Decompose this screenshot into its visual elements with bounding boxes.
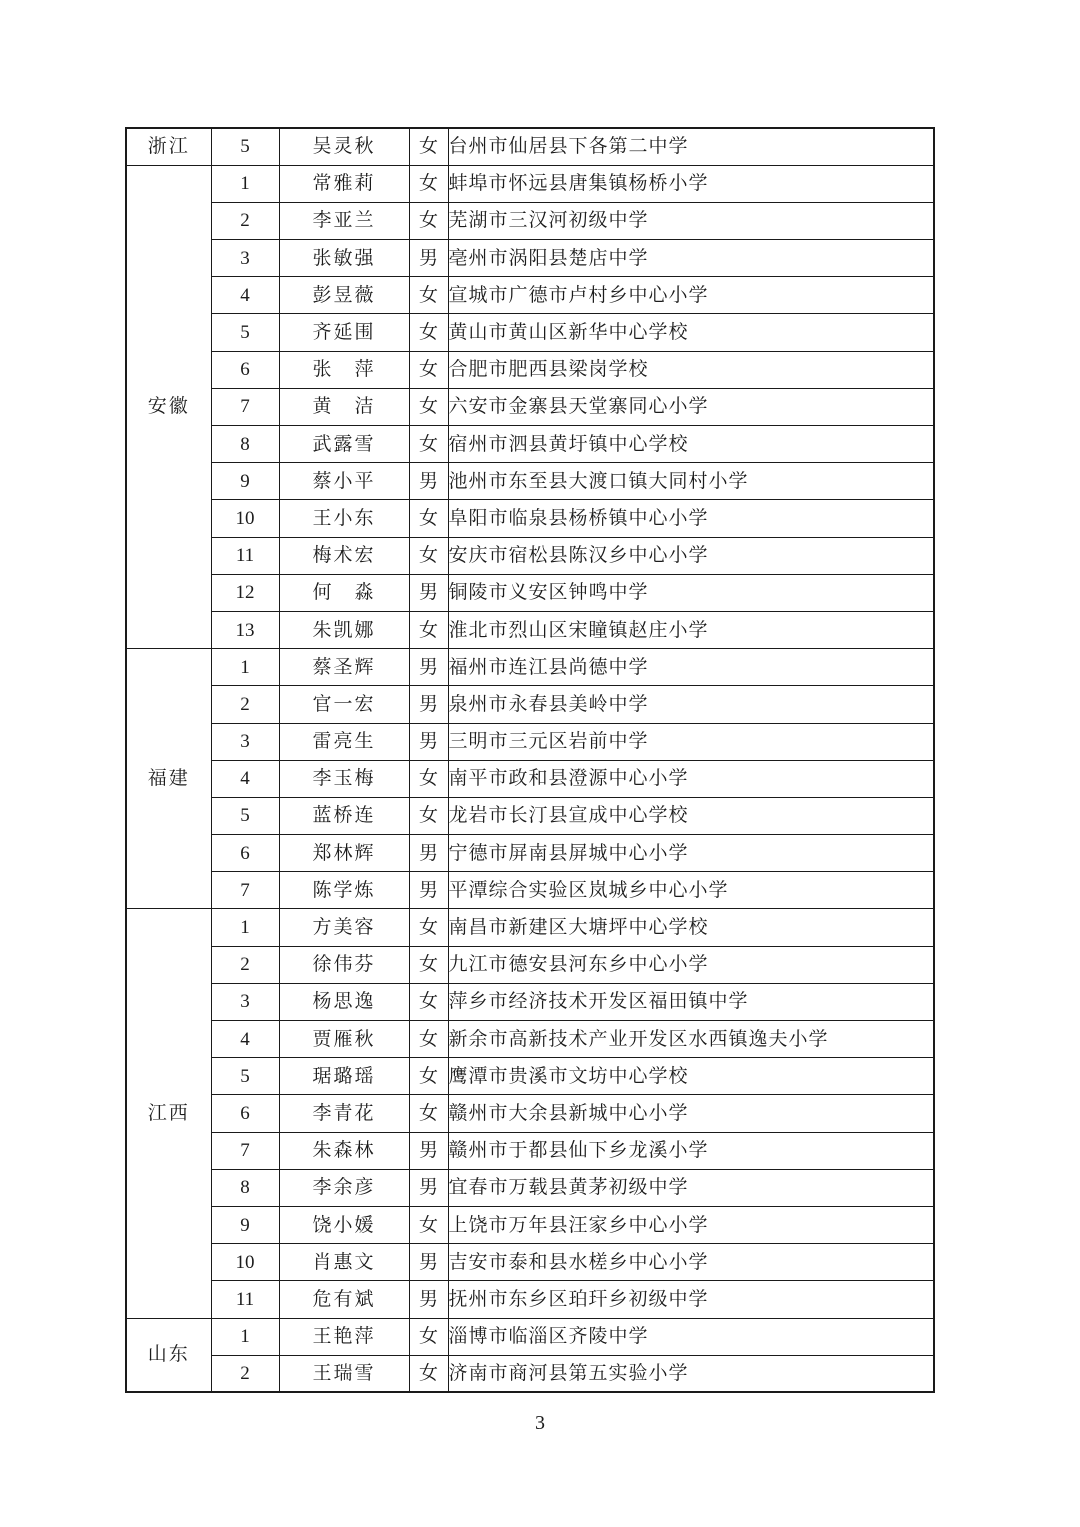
- school-cell: 赣州市大余县新城中心小学: [448, 1095, 934, 1132]
- name-cell: 王小东: [279, 500, 409, 537]
- table-row: [126, 760, 934, 797]
- name-cell: 危有斌: [279, 1281, 409, 1318]
- table-row: [126, 240, 934, 277]
- row-number-cell: 1: [211, 1318, 279, 1355]
- name-cell: 杨思逸: [279, 983, 409, 1020]
- school-cell: 吉安市泰和县水槎乡中心小学: [448, 1244, 934, 1281]
- gender-cell: 男: [409, 872, 448, 909]
- table-row: [126, 426, 934, 463]
- row-number-cell: 10: [211, 500, 279, 537]
- school-cell: 宜春市万载县黄茅初级中学: [448, 1169, 934, 1206]
- school-cell: 抚州市东乡区珀玕乡初级中学: [448, 1281, 934, 1318]
- school-cell: 赣州市于都县仙下乡龙溪小学: [448, 1132, 934, 1169]
- gender-cell: 女: [409, 1095, 448, 1132]
- name-cell: 雷亮生: [279, 723, 409, 760]
- row-number-cell: 1: [211, 909, 279, 946]
- table-row: [126, 797, 934, 834]
- row-number-cell: 2: [211, 202, 279, 239]
- gender-cell: 女: [409, 760, 448, 797]
- school-cell: 阜阳市临泉县杨桥镇中心小学: [448, 500, 934, 537]
- name-cell: 吴灵秋: [279, 128, 409, 165]
- school-cell: 萍乡市经济技术开发区福田镇中学: [448, 983, 934, 1020]
- gender-cell: 男: [409, 723, 448, 760]
- name-cell: 黄 洁: [279, 388, 409, 425]
- gender-cell: 女: [409, 797, 448, 834]
- name-cell: 李亚兰: [279, 202, 409, 239]
- row-number-cell: 8: [211, 426, 279, 463]
- school-cell: 淄博市临淄区齐陵中学: [448, 1318, 934, 1355]
- name-cell: 蔡圣辉: [279, 649, 409, 686]
- row-number-cell: 1: [211, 649, 279, 686]
- school-cell: 安庆市宿松县陈汉乡中心小学: [448, 537, 934, 574]
- table-row: [126, 463, 934, 500]
- school-cell: 宣城市广德市卢村乡中心小学: [448, 277, 934, 314]
- row-number-cell: 10: [211, 1244, 279, 1281]
- gender-cell: 男: [409, 835, 448, 872]
- school-cell: 上饶市万年县汪家乡中心小学: [448, 1206, 934, 1243]
- table-row: [126, 1169, 934, 1206]
- name-cell: 常雅莉: [279, 165, 409, 202]
- row-number-cell: 9: [211, 463, 279, 500]
- table-row: [126, 1058, 934, 1095]
- table-row: [126, 835, 934, 872]
- school-cell: 三明市三元区岩前中学: [448, 723, 934, 760]
- school-cell: 亳州市涡阳县楚店中学: [448, 240, 934, 277]
- name-cell: 王艳萍: [279, 1318, 409, 1355]
- table-row: [126, 1095, 934, 1132]
- school-cell: 南平市政和县澄源中心小学: [448, 760, 934, 797]
- row-number-cell: 8: [211, 1169, 279, 1206]
- table-row: [126, 1021, 934, 1058]
- table-row: [126, 909, 934, 946]
- gender-cell: 男: [409, 463, 448, 500]
- school-cell: 黄山市黄山区新华中心学校: [448, 314, 934, 351]
- table-row: [126, 388, 934, 425]
- school-cell: 六安市金寨县天堂寨同心小学: [448, 388, 934, 425]
- name-cell: 梅术宏: [279, 537, 409, 574]
- gender-cell: 男: [409, 574, 448, 611]
- row-number-cell: 5: [211, 314, 279, 351]
- gender-cell: 男: [409, 1132, 448, 1169]
- name-cell: 朱森林: [279, 1132, 409, 1169]
- table-row: [126, 537, 934, 574]
- school-cell: 宿州市泗县黄圩镇中心学校: [448, 426, 934, 463]
- school-cell: 泉州市永春县美岭中学: [448, 686, 934, 723]
- school-cell: 池州市东至县大渡口镇大同村小学: [448, 463, 934, 500]
- row-number-cell: 9: [211, 1206, 279, 1243]
- gender-cell: 女: [409, 1058, 448, 1095]
- school-cell: 九江市德安县河东乡中心小学: [448, 946, 934, 983]
- row-number-cell: 1: [211, 165, 279, 202]
- row-number-cell: 12: [211, 574, 279, 611]
- row-number-cell: 5: [211, 128, 279, 165]
- gender-cell: 女: [409, 1355, 448, 1392]
- gender-cell: 女: [409, 500, 448, 537]
- school-cell: 平潭综合实验区岚城乡中心小学: [448, 872, 934, 909]
- row-number-cell: 7: [211, 872, 279, 909]
- row-number-cell: 2: [211, 946, 279, 983]
- gender-cell: 女: [409, 426, 448, 463]
- school-cell: 鹰潭市贵溪市文坊中心学校: [448, 1058, 934, 1095]
- row-number-cell: 3: [211, 723, 279, 760]
- table-row: [126, 1281, 934, 1318]
- table-row: [126, 1132, 934, 1169]
- name-cell: 琚璐瑶: [279, 1058, 409, 1095]
- row-number-cell: 3: [211, 240, 279, 277]
- table-row: [126, 277, 934, 314]
- table-row: [126, 723, 934, 760]
- name-cell: 蔡小平: [279, 463, 409, 500]
- gender-cell: 女: [409, 909, 448, 946]
- table-row: [126, 165, 934, 202]
- gender-cell: 女: [409, 314, 448, 351]
- gender-cell: 男: [409, 1169, 448, 1206]
- gender-cell: 男: [409, 1244, 448, 1281]
- row-number-cell: 5: [211, 1058, 279, 1095]
- row-number-cell: 7: [211, 388, 279, 425]
- name-cell: 陈学炼: [279, 872, 409, 909]
- school-cell: 济南市商河县第五实验小学: [448, 1355, 934, 1392]
- gender-cell: 女: [409, 388, 448, 425]
- name-cell: 彭昱薇: [279, 277, 409, 314]
- table-row: [126, 1355, 934, 1392]
- gender-cell: 男: [409, 240, 448, 277]
- name-cell: 张敏强: [279, 240, 409, 277]
- table-row: [126, 686, 934, 723]
- gender-cell: 女: [409, 128, 448, 165]
- school-cell: 合肥市肥西县梁岗学校: [448, 351, 934, 388]
- gender-cell: 女: [409, 351, 448, 388]
- name-cell: 李青花: [279, 1095, 409, 1132]
- gender-cell: 男: [409, 686, 448, 723]
- table-row: [126, 202, 934, 239]
- gender-cell: 男: [409, 649, 448, 686]
- name-cell: 张 萍: [279, 351, 409, 388]
- school-cell: 龙岩市长汀县宣成中心学校: [448, 797, 934, 834]
- school-cell: 福州市连江县尚德中学: [448, 649, 934, 686]
- table-row: [126, 946, 934, 983]
- table-row: [126, 314, 934, 351]
- gender-cell: 男: [409, 1281, 448, 1318]
- gender-cell: 女: [409, 537, 448, 574]
- roster-body: [126, 128, 934, 1392]
- row-number-cell: 4: [211, 277, 279, 314]
- province-cell: 安徽: [126, 165, 211, 648]
- gender-cell: 女: [409, 983, 448, 1020]
- gender-cell: 女: [409, 611, 448, 648]
- table-row: [126, 611, 934, 648]
- name-cell: 武露雪: [279, 426, 409, 463]
- name-cell: 李余彦: [279, 1169, 409, 1206]
- row-number-cell: 4: [211, 1021, 279, 1058]
- gender-cell: 女: [409, 1318, 448, 1355]
- row-number-cell: 2: [211, 686, 279, 723]
- table-row: [126, 1244, 934, 1281]
- school-cell: 新余市高新技术产业开发区水西镇逸夫小学: [448, 1021, 934, 1058]
- gender-cell: 女: [409, 202, 448, 239]
- province-cell: 江西: [126, 909, 211, 1318]
- gender-cell: 女: [409, 165, 448, 202]
- gender-cell: 女: [409, 946, 448, 983]
- school-cell: 台州市仙居县下各第二中学: [448, 128, 934, 165]
- row-number-cell: 11: [211, 537, 279, 574]
- table-row: [126, 1206, 934, 1243]
- school-cell: 蚌埠市怀远县唐集镇杨桥小学: [448, 165, 934, 202]
- name-cell: 官一宏: [279, 686, 409, 723]
- row-number-cell: 13: [211, 611, 279, 648]
- row-number-cell: 3: [211, 983, 279, 1020]
- name-cell: 蓝桥连: [279, 797, 409, 834]
- table-row: [126, 351, 934, 388]
- row-number-cell: 2: [211, 1355, 279, 1392]
- province-cell: 山东: [126, 1318, 211, 1392]
- table-row: [126, 872, 934, 909]
- name-cell: 郑林辉: [279, 835, 409, 872]
- gender-cell: 女: [409, 277, 448, 314]
- gender-cell: 女: [409, 1021, 448, 1058]
- name-cell: 王瑞雪: [279, 1355, 409, 1392]
- school-cell: 南昌市新建区大塘坪中心学校: [448, 909, 934, 946]
- gender-cell: 女: [409, 1206, 448, 1243]
- row-number-cell: 7: [211, 1132, 279, 1169]
- name-cell: 贾雁秋: [279, 1021, 409, 1058]
- school-cell: 芜湖市三汉河初级中学: [448, 202, 934, 239]
- row-number-cell: 5: [211, 797, 279, 834]
- row-number-cell: 4: [211, 760, 279, 797]
- row-number-cell: 6: [211, 835, 279, 872]
- table-row: [126, 500, 934, 537]
- name-cell: 徐伟芬: [279, 946, 409, 983]
- name-cell: 肖惠文: [279, 1244, 409, 1281]
- table-row: [126, 574, 934, 611]
- table-row: [126, 128, 934, 165]
- table-row: [126, 983, 934, 1020]
- school-cell: 铜陵市义安区钟鸣中学: [448, 574, 934, 611]
- table-row: [126, 649, 934, 686]
- name-cell: 何 淼: [279, 574, 409, 611]
- province-cell: 福建: [126, 649, 211, 909]
- row-number-cell: 6: [211, 351, 279, 388]
- name-cell: 方美容: [279, 909, 409, 946]
- name-cell: 齐延围: [279, 314, 409, 351]
- school-cell: 宁德市屏南县屏城中心小学: [448, 835, 934, 872]
- name-cell: 朱凯娜: [279, 611, 409, 648]
- school-cell: 淮北市烈山区宋瞳镇赵庄小学: [448, 611, 934, 648]
- province-cell: 浙江: [126, 128, 211, 165]
- name-cell: 饶小媛: [279, 1206, 409, 1243]
- roster-table: [125, 127, 935, 1393]
- table-row: [126, 1318, 934, 1355]
- page-number: 3: [535, 1412, 545, 1434]
- name-cell: 李玉梅: [279, 760, 409, 797]
- row-number-cell: 6: [211, 1095, 279, 1132]
- row-number-cell: 11: [211, 1281, 279, 1318]
